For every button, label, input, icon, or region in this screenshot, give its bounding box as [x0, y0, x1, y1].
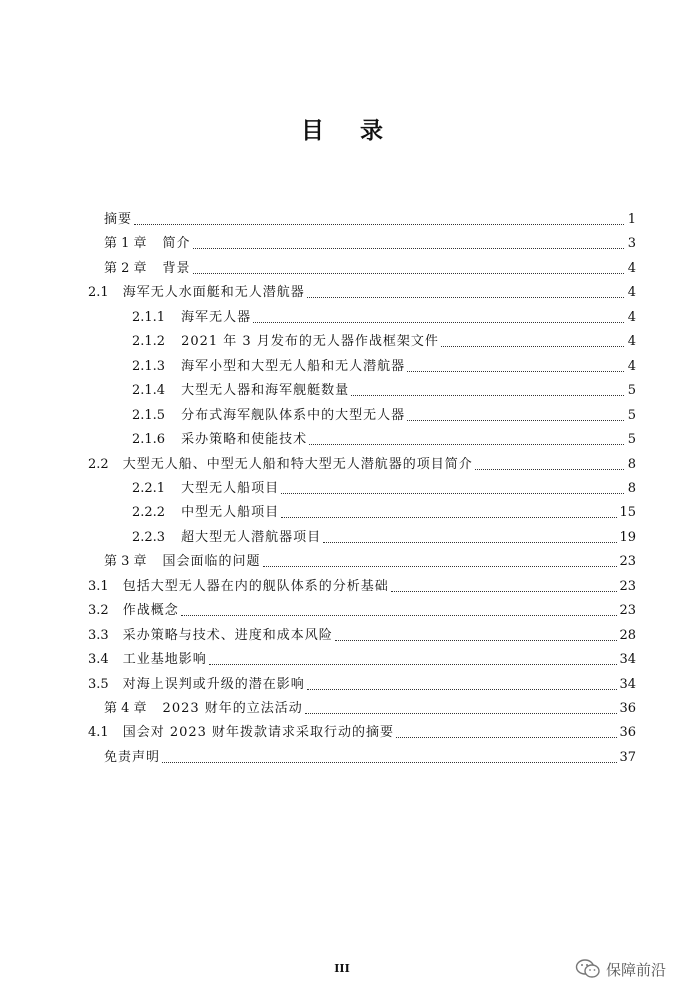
toc-entry[interactable]	[88, 646, 636, 668]
toc-entry[interactable]	[104, 744, 636, 766]
toc-entry[interactable]	[88, 573, 636, 595]
toc-entry[interactable]	[88, 622, 636, 644]
toc-entry-label: 工业基地影响	[122, 652, 207, 668]
toc-leader-dots	[305, 712, 618, 714]
toc-entry-label: 免责声明	[104, 749, 161, 765]
toc-entry-page: 4	[627, 260, 636, 276]
toc-entry-page: 34	[619, 676, 636, 692]
toc-entry[interactable]	[132, 475, 636, 497]
toc-entry-number: 2.2.1	[132, 480, 166, 496]
toc-entry-page: 5	[627, 383, 636, 399]
toc-entry[interactable]	[104, 695, 636, 717]
toc-entry[interactable]	[104, 230, 636, 252]
toc-entry-number: 3.4	[88, 652, 109, 668]
toc-entry-label: 2023 财年的立法活动	[162, 701, 303, 716]
toc-leader-dots	[396, 736, 617, 738]
toc-entry-number: 2.1.4	[132, 383, 166, 399]
toc-entry[interactable]	[104, 255, 636, 277]
toc-entry-label: 简介	[162, 236, 191, 252]
toc-entry-number: 2.1.3	[132, 358, 166, 374]
toc-entry-page: 34	[619, 652, 636, 668]
toc-entry-label: 海军小型和大型无人船和无人潜航器	[181, 358, 406, 374]
toc-entry[interactable]	[132, 426, 636, 448]
toc-entry[interactable]	[132, 524, 636, 546]
toc-entry-number: 2.1.6	[132, 432, 166, 448]
toc-entry-number: 3.2	[88, 603, 109, 619]
toc-entry-label: 背景	[162, 260, 191, 276]
toc-entry-number: 2.2	[88, 456, 109, 472]
toc-leader-dots	[193, 272, 624, 274]
toc-entry-label: 2021 年 3 月发布的无人器作战框架文件	[181, 334, 439, 350]
toc-entry-page: 36	[619, 701, 636, 716]
toc-entry-label: 海军无人水面艇和无人潜航器	[122, 285, 305, 301]
toc-entry[interactable]	[132, 377, 636, 399]
toc-leader-dots	[193, 247, 624, 249]
toc-entry-number: 2.2.3	[132, 529, 166, 545]
toc-entry-label: 中型无人船项目	[181, 505, 280, 521]
toc-entry-page: 28	[619, 627, 636, 643]
toc-leader-dots	[407, 419, 624, 421]
toc-entry-number: 3.1	[88, 578, 109, 594]
toc-entry-label: 包括大型无人器在内的舰队体系的分析基础	[122, 578, 389, 594]
toc-leader-dots	[209, 663, 618, 665]
toc-entry-page: 4	[627, 309, 636, 325]
toc-entry[interactable]	[132, 499, 636, 521]
toc-entry-label: 大型无人器和海军舰艇数量	[181, 383, 350, 399]
toc-entry[interactable]	[88, 597, 636, 619]
toc-entry-page: 15	[619, 505, 636, 521]
toc-entry-number: 第 3 章	[104, 554, 147, 570]
toc-entry-page: 5	[627, 432, 636, 448]
toc-leader-dots	[323, 541, 617, 543]
toc-entry[interactable]	[132, 353, 636, 375]
toc-entry[interactable]	[104, 548, 636, 570]
toc-entry-page: 3	[627, 236, 636, 252]
toc-entry-number: 2.1.1	[132, 309, 166, 325]
toc-entry-number: 4.1	[88, 725, 109, 741]
toc-entry-label: 国会面临的问题	[162, 554, 261, 570]
toc-entry-page: 23	[619, 554, 636, 570]
toc-entry-page: 8	[627, 456, 636, 472]
toc-entry-label: 大型无人船、中型无人船和特大型无人潜航器的项目简介	[122, 456, 473, 472]
toc-entry-number: 2.1.5	[132, 407, 166, 423]
toc-entry-page: 1	[627, 212, 636, 227]
toc-entry-page: 5	[627, 407, 636, 423]
toc-leader-dots	[441, 345, 624, 347]
toc-entry-label: 作战概念	[122, 603, 179, 619]
toc-entry-number: 第 2 章	[104, 260, 147, 276]
toc-entry-page: 23	[619, 578, 636, 594]
watermark	[575, 958, 666, 980]
toc-leader-dots	[253, 321, 624, 323]
toc-leader-dots	[134, 223, 624, 225]
toc-entry-number: 第 1 章	[104, 236, 147, 252]
toc-entry[interactable]	[132, 304, 636, 326]
toc-entry-number: 3.5	[88, 676, 109, 692]
toc-entry-page: 37	[619, 749, 636, 765]
toc-entry[interactable]	[132, 402, 636, 424]
toc-leader-dots	[407, 370, 624, 372]
page-number: III	[334, 962, 350, 975]
toc-entry-label: 海军无人器	[181, 309, 252, 325]
toc-entry-number: 2.1	[88, 285, 109, 301]
toc-entry-number: 2.1.2	[132, 334, 166, 350]
toc-entry-label: 分布式海军舰队体系中的大型无人器	[181, 407, 406, 423]
toc-leader-dots	[391, 590, 618, 592]
toc-leader-dots	[263, 565, 618, 567]
toc-leader-dots	[309, 443, 624, 445]
toc-leader-dots	[162, 761, 617, 763]
toc-leader-dots	[281, 492, 624, 494]
toc-entry[interactable]	[88, 279, 636, 301]
toc-entry-label: 对海上误判或升级的潜在影响	[122, 676, 305, 692]
toc-entry-page: 4	[627, 334, 636, 350]
toc-entry[interactable]	[132, 328, 636, 350]
toc-entry[interactable]	[104, 206, 636, 228]
toc-leader-dots	[335, 639, 618, 641]
toc-entry-label: 采办策略和使能技术	[181, 432, 308, 448]
toc-entry[interactable]	[88, 451, 636, 473]
toc-leader-dots	[181, 614, 618, 616]
toc-entry-page: 23	[619, 603, 636, 619]
toc-entry-label: 国会对 2023 财年拨款请求采取行动的摘要	[122, 725, 395, 741]
toc-entry-label: 采办策略与技术、进度和成本风险	[122, 627, 333, 643]
toc-entry-number: 第 4 章	[104, 701, 147, 716]
toc-leader-dots	[475, 468, 624, 470]
toc-entry[interactable]	[88, 671, 636, 693]
toc-entry[interactable]	[88, 719, 636, 741]
toc-entry-label: 摘要	[104, 212, 133, 227]
toc-entry-page: 36	[619, 725, 636, 741]
toc-entry-label: 大型无人船项目	[181, 480, 280, 496]
toc-entry-number: 3.3	[88, 627, 109, 643]
toc-leader-dots	[351, 394, 624, 396]
toc-entry-page: 19	[619, 529, 636, 545]
toc-leader-dots	[281, 516, 617, 518]
toc-leader-dots	[307, 688, 618, 690]
toc-leader-dots	[307, 296, 624, 298]
page-title: 目 录	[300, 118, 397, 144]
wechat-icon	[575, 958, 601, 980]
toc-entry-label: 超大型无人潜航器项目	[181, 529, 322, 545]
toc-entry-page: 4	[627, 358, 636, 374]
toc-entry-number: 2.2.2	[132, 505, 166, 521]
toc-entry-page: 8	[627, 480, 636, 496]
toc-entry-page: 4	[627, 285, 636, 301]
watermark-text: 保障前沿	[605, 960, 666, 979]
